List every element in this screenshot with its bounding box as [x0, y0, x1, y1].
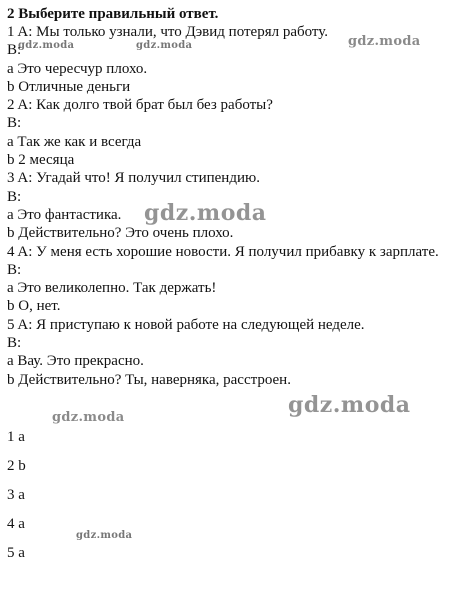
option-b: b Действительно? Это очень плохо. [7, 225, 234, 242]
option-b: b Отличные деньги [7, 78, 131, 95]
watermark: gdz.moda [18, 40, 75, 51]
dialogue-question: 4 A: У меня есть хорошие новости. Я получил прибавку к зарплате. [7, 243, 439, 260]
dialogue-4 [7, 243, 463, 316]
speaker-b: B: [7, 261, 22, 278]
watermark: gdz.moda [52, 410, 125, 425]
option-a: a Это чересчур плохо. [7, 60, 148, 77]
answer-item: 3 a [7, 487, 25, 503]
dialogue-question: 2 A: Как долго твой брат был без работы? [7, 97, 273, 114]
dialogue-question: 1 A: Мы только узнали, что Дэвид потерял работу. [7, 24, 329, 40]
option-a: a Это великолепно. Так держать! [7, 280, 217, 297]
dialogue-question: 3 A: Угадай что! Я получил стипендию. [7, 170, 260, 187]
answer-key [7, 428, 207, 573]
dialogue-5 [7, 316, 463, 389]
watermark: gdz.moda [136, 40, 193, 51]
watermark: gdz.moda [288, 392, 411, 418]
dialogue-question: 5 A: Я приступаю к новой работе на следующей неделе. [7, 316, 365, 333]
watermark: gdz.moda [348, 34, 421, 49]
option-a: a Это фантастика. [7, 206, 122, 223]
answer-item: 1 a [7, 429, 25, 445]
option-a: a Вау. Это прекрасно. [7, 353, 144, 370]
watermark: gdz.moda [144, 200, 267, 226]
answer-item: 4 a [7, 516, 25, 532]
dialogue-2 [7, 96, 463, 169]
answer-item: 2 b [7, 458, 26, 474]
option-b: b 2 месяца [7, 152, 75, 169]
option-a: a Так же как и всегда [7, 133, 142, 150]
speaker-b: B: [7, 115, 22, 132]
watermark: gdz.moda [76, 530, 133, 541]
exercise-page [7, 5, 463, 389]
exercise-title: 2 Выберите правильный ответ. [7, 6, 219, 22]
speaker-b: B: [7, 188, 22, 205]
speaker-b: B: [7, 42, 22, 59]
option-b: b Действительно? Ты, наверняка, расстроен. [7, 371, 291, 388]
speaker-b: B: [7, 335, 22, 352]
option-b: b О, нет. [7, 298, 61, 315]
answer-item: 5 a [7, 545, 25, 561]
